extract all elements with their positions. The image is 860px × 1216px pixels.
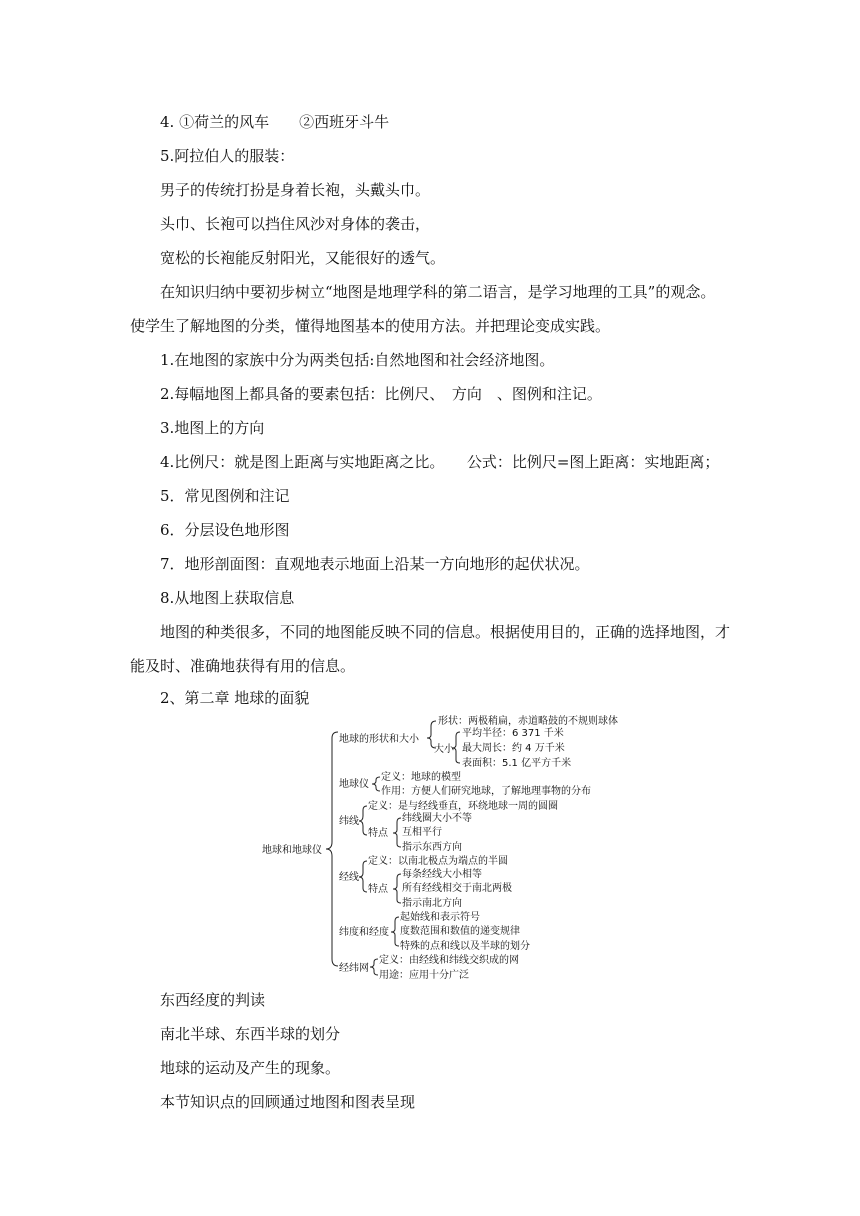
globe-use: 作用：方便人们研究地球，了解地理事物的分布 xyxy=(381,786,591,797)
section-heading: 2、第二章 地球的面貌 xyxy=(160,689,310,707)
latlon-item-1: 起始线和表示符号 xyxy=(400,912,480,923)
latlon-item-2: 度数范围和数值的递变规律 xyxy=(400,926,520,937)
text-line: 3.地图上的方向 xyxy=(160,419,265,437)
text-line: 地图的种类很多，不同的地图能反映不同的信息。根据使用目的，正确的选择地图，才 xyxy=(160,623,731,641)
grid-node: 经纬网 xyxy=(339,963,369,974)
text-line: 5.阿拉伯人的服装： xyxy=(160,147,295,165)
text-line: 7．地形剖面图：直观地表示地面上沿某一方向地形的起伏状况。 xyxy=(160,555,590,573)
meridian-feature-3: 指示南北方向 xyxy=(402,898,462,909)
text-line: 5．常见图例和注记 xyxy=(160,487,290,505)
text-line: 地球的运动及产生的现象。 xyxy=(160,1059,341,1077)
text-line: 8.从地图上获取信息 xyxy=(160,589,295,607)
text-line: 本节知识点的回顾通过地图和图表呈现 xyxy=(160,1093,416,1111)
text-line: 4. ①荷兰的风车 ②西班牙斗牛 xyxy=(160,113,390,131)
text-line: 使学生了解地图的分类，懂得地图基本的使用方法。并把理论变成实践。 xyxy=(130,317,611,335)
meridian-feature-2: 所有经线相交于南北两极 xyxy=(402,883,512,894)
meridian-feature-node: 特点 xyxy=(368,884,388,895)
parallel-feature-node: 特点 xyxy=(368,828,388,839)
text-line: 1.在地图的家族中分为两类包括:自然地图和社会经济地图。 xyxy=(160,351,555,369)
meridian-feature-1: 每条经线大小相等 xyxy=(402,869,482,880)
radius-node: 平均半径：6 371 千米 xyxy=(462,728,564,739)
grid-definition: 定义：由经线和纬线交织成的网 xyxy=(379,955,519,966)
text-line: 宽松的长袍能反射阳光，又能很好的透气。 xyxy=(160,249,446,267)
text-line: 6．分层设色地形图 xyxy=(160,521,290,539)
parallel-feature-2: 互相平行 xyxy=(402,827,442,838)
text-line: 2.每幅地图上都具备的要素包括：比例尺、 方向 、图例和注记。 xyxy=(160,385,602,403)
text-line: 东西经度的判读 xyxy=(160,991,266,1009)
text-line: 4.比例尺：就是图上距离与实地距离之比。 公式：比例尺=图上距离：实地距离； xyxy=(160,453,720,471)
area-node: 表面积：5.1 亿平方千米 xyxy=(462,758,572,769)
size-node: 大小 xyxy=(434,744,454,755)
parallel-node: 纬线 xyxy=(339,816,359,827)
text-line: 南北半球、东西半球的划分 xyxy=(160,1025,341,1043)
parallel-feature-3: 指示东西方向 xyxy=(402,842,462,853)
shape-size-node: 地球的形状和大小 xyxy=(339,734,419,745)
globe-node: 地球仪 xyxy=(339,779,369,790)
parallel-feature-1: 纬线圈大小不等 xyxy=(402,813,472,824)
text-line: 能及时、准确地获得有用的信息。 xyxy=(130,657,356,675)
meridian-node: 经线 xyxy=(339,872,359,883)
text-line: 在知识归纳中要初步树立“地图是地理学科的第二语言，是学习地理的工具”的观念。 xyxy=(160,283,716,301)
shape-node: 形状：两极稍扁，赤道略鼓的不规则球体 xyxy=(438,716,618,727)
grid-use: 用途：应用十分广泛 xyxy=(379,970,469,981)
mind-map-diagram xyxy=(250,708,650,990)
meridian-definition: 定义：以南北极点为端点的半圆 xyxy=(368,856,508,867)
text-line: 头巾、长袍可以挡住风沙对身体的袭击， xyxy=(160,215,431,233)
latlon-item-3: 特殊的点和线以及半球的划分 xyxy=(400,941,530,952)
circumference-node: 最大周长：约 4 万千米 xyxy=(462,743,565,754)
globe-definition: 定义：地球的模型 xyxy=(381,772,461,783)
text-line: 男子的传统打扮是身着长袍，头戴头巾。 xyxy=(160,181,431,199)
latlon-node: 纬度和经度 xyxy=(339,927,389,938)
parallel-definition: 定义：是与经线垂直，环绕地球一周的圆圈 xyxy=(368,801,558,812)
root-node: 地球和地球仪 xyxy=(262,845,322,856)
